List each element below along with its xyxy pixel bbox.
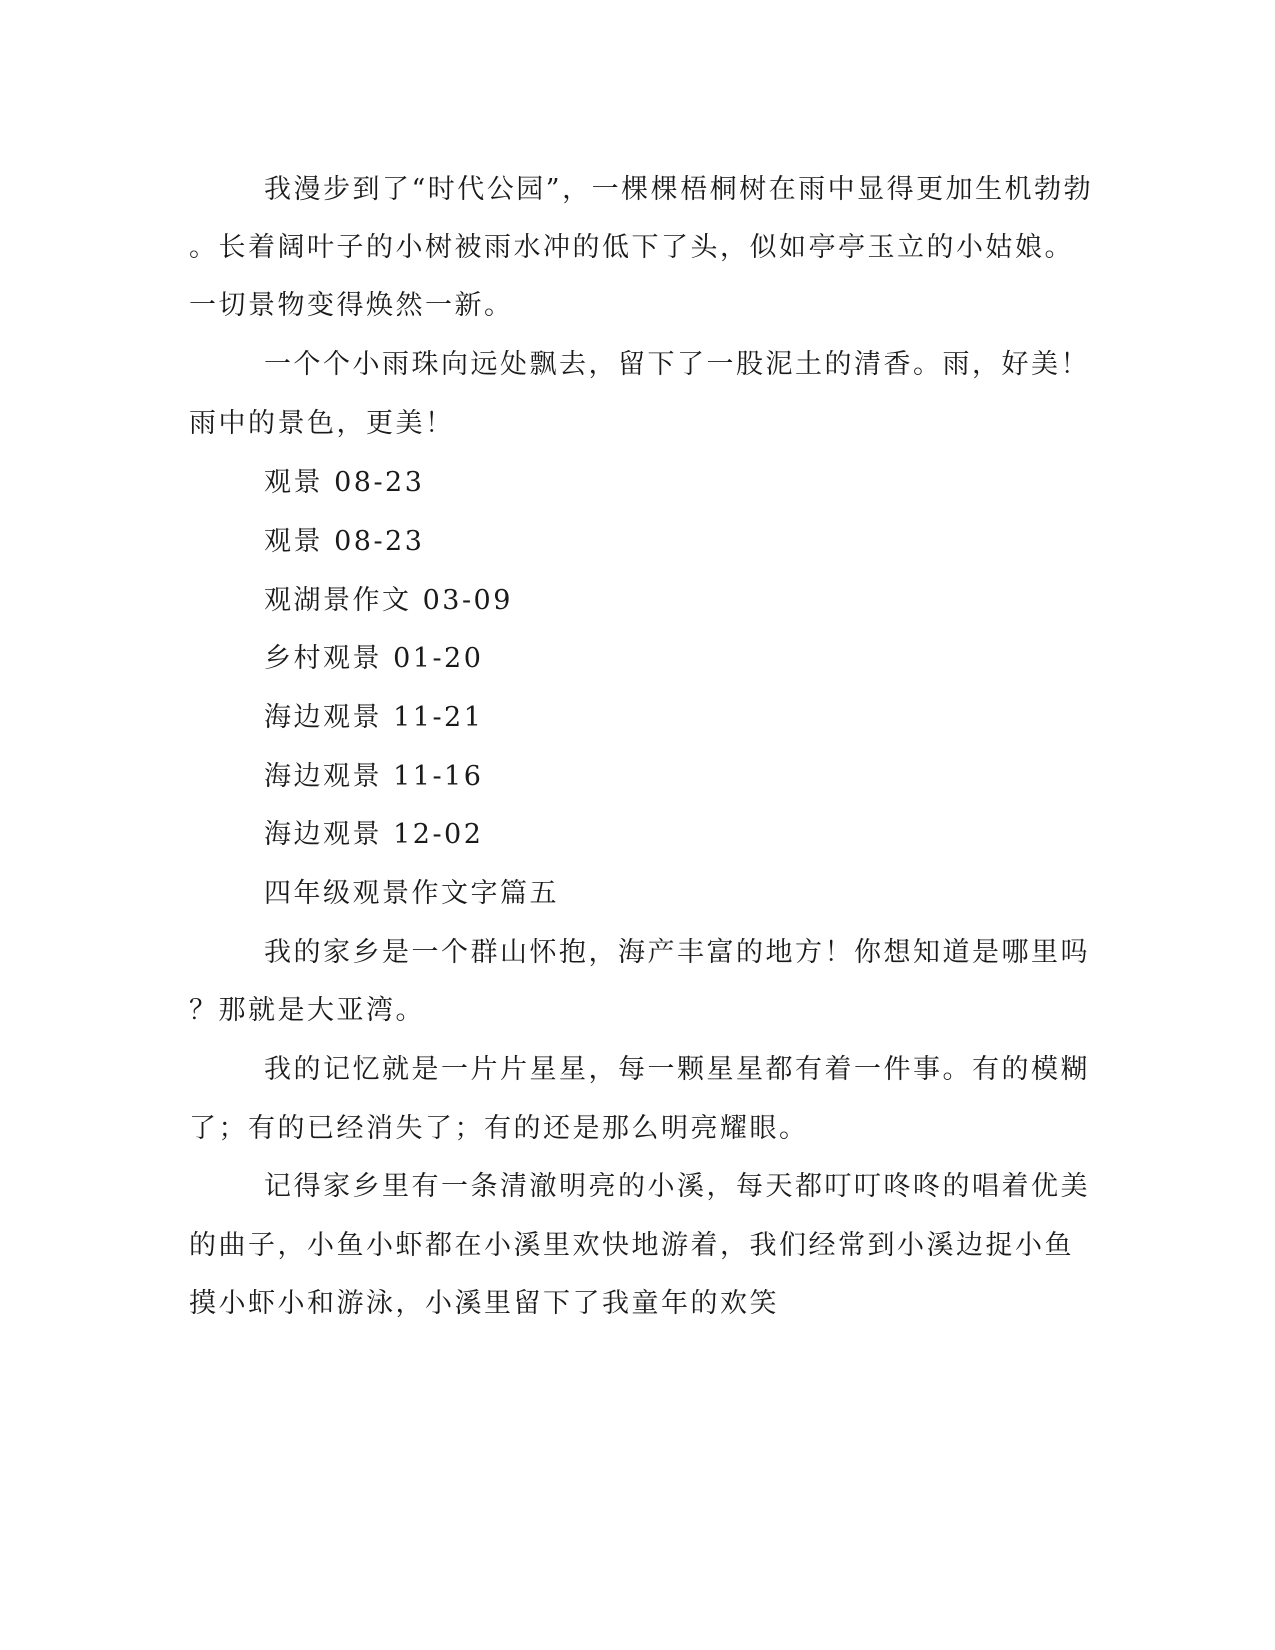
paragraph-line: 我的记忆就是一片片星星，每一颗星星都有着一件事。有的模糊 bbox=[264, 1054, 1090, 1085]
list-item: 海边观景 11-21 bbox=[264, 702, 484, 733]
list-item: 观景 08-23 bbox=[264, 526, 425, 557]
paragraph-line: 摸小虾小和游泳，小溪里留下了我童年的欢笑 bbox=[189, 1288, 779, 1319]
paragraph-line: 。长着阔叶子的小树被雨水冲的低下了头，似如亭亭玉立的小姑娘。 bbox=[189, 232, 1074, 263]
list-item: 观湖景作文 03-09 bbox=[264, 585, 513, 616]
paragraph-line: ？那就是大亚湾。 bbox=[189, 995, 425, 1026]
paragraph-line: 我漫步到了“时代公园”，一棵棵梧桐树在雨中显得更加生机勃勃 bbox=[264, 174, 1094, 205]
paragraph-line: 记得家乡里有一条清澈明亮的小溪，每天都叮叮咚咚的唱着优美 bbox=[264, 1171, 1090, 1202]
paragraph-line: 的曲子，小鱼小虾都在小溪里欢快地游着，我们经常到小溪边捉小鱼 bbox=[189, 1230, 1074, 1261]
list-item: 海边观景 12-02 bbox=[264, 819, 484, 850]
list-item: 乡村观景 01-20 bbox=[264, 643, 484, 674]
list-item: 观景 08-23 bbox=[264, 467, 425, 498]
paragraph-line: 雨中的景色，更美！ bbox=[189, 408, 455, 439]
list-item: 海边观景 11-16 bbox=[264, 761, 484, 792]
paragraph-line: 一切景物变得焕然一新。 bbox=[189, 290, 514, 321]
paragraph-line: 一个个小雨珠向远处飘去，留下了一股泥土的清香。雨，好美！ bbox=[264, 349, 1090, 380]
paragraph-line: 了；有的已经消失了；有的还是那么明亮耀眼。 bbox=[189, 1113, 809, 1144]
paragraph-line: 我的家乡是一个群山怀抱，海产丰富的地方！你想知道是哪里吗 bbox=[264, 937, 1090, 968]
section-heading: 四年级观景作文字篇五 bbox=[264, 878, 559, 909]
